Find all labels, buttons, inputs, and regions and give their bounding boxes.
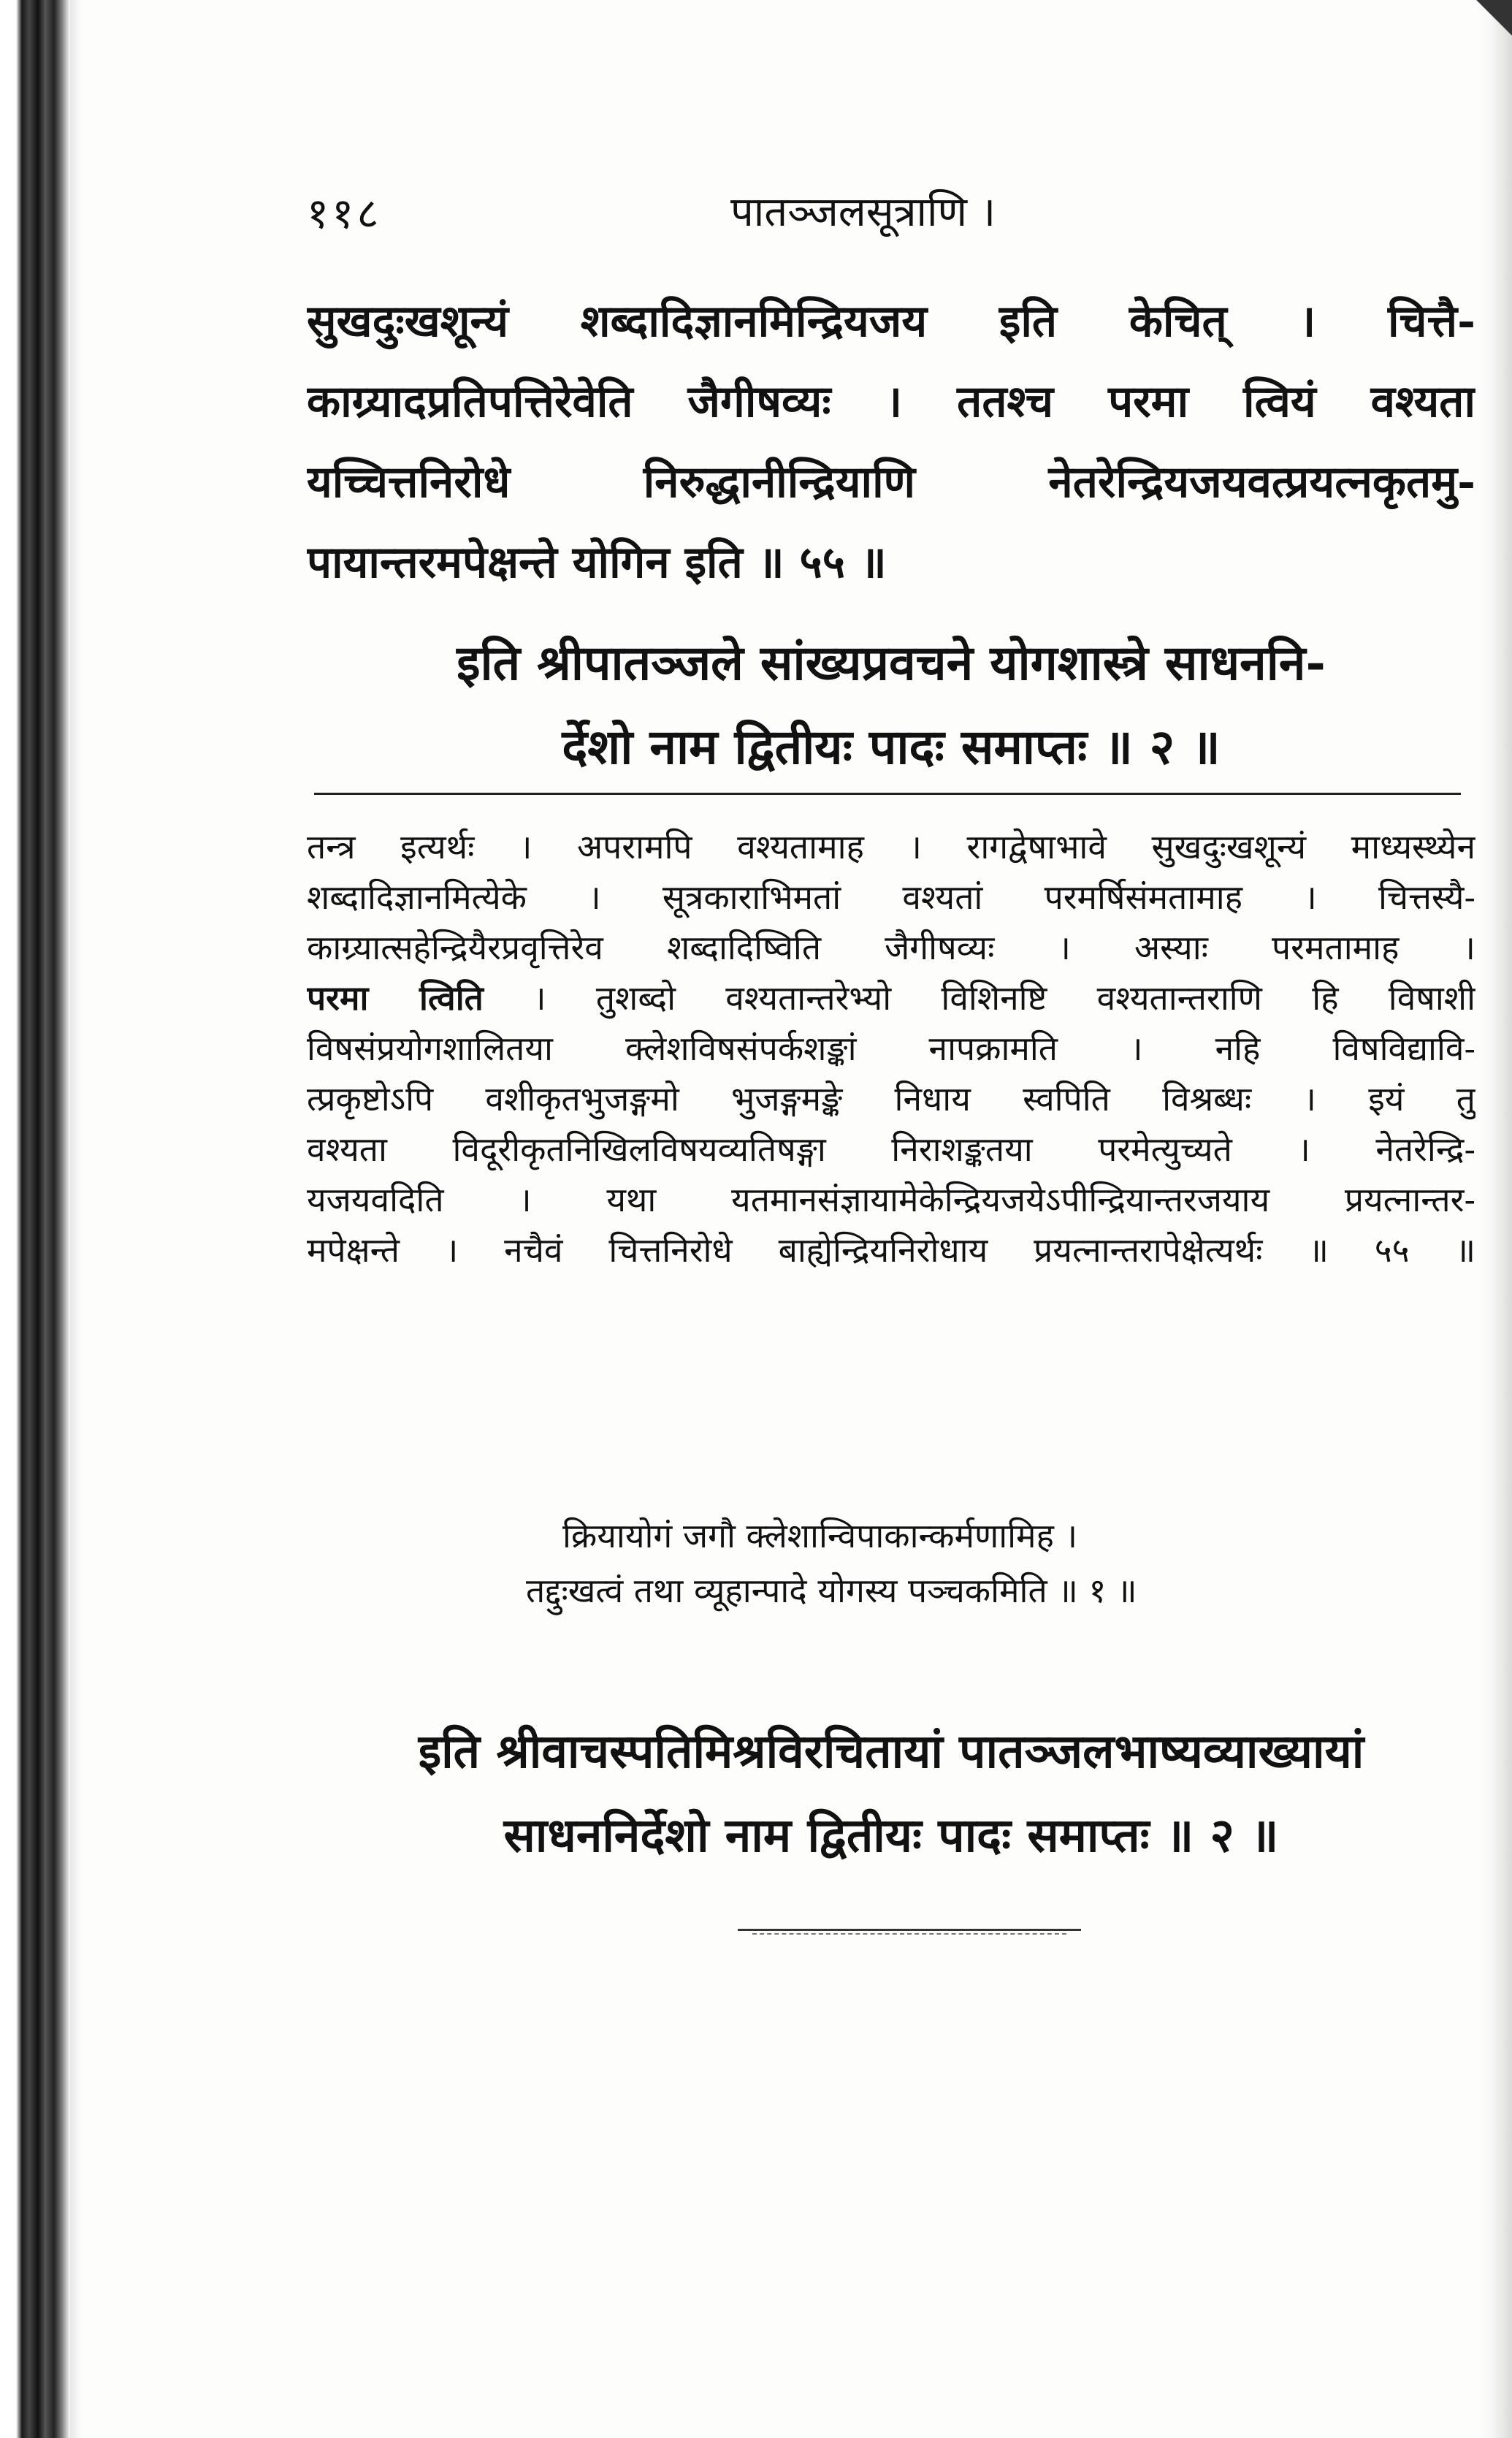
running-title: पातञ्जलसूत्राणि । (730, 188, 996, 236)
sutra-text (307, 281, 1475, 603)
commentary-line (307, 973, 1475, 1024)
colophon-line: इति श्रीपातञ्जले सांख्यप्रवचने योगशास्त्रे साधननि- (457, 634, 1326, 691)
colophon-line: इति श्रीवाचस्पतिमिश्रविरचितायां पातञ्जलभाष्यव्याख्यायां (418, 1724, 1364, 1779)
commentary-text (307, 822, 1475, 1276)
colophon-line: र्देशो नाम द्वितीयः पादः समाप्तः ॥ २ ॥ (562, 718, 1221, 775)
verse-line: क्रियायोगं जगौ क्लेशान्विपाकान्कर्मणामिह । (562, 1516, 1078, 1555)
verse-line: तद्दुःखत्वं तथा व्यूहान्पादे योगस्य पञ्चकमिति ॥ १ ॥ (526, 1571, 1137, 1610)
summary-verse (526, 1509, 1475, 1618)
commentary-line: त्प्रकृष्टोऽपि वशीकृतभुजङ्गमो भुजङ्गमङ्के निधाय स्वपिति विश्रब्धः । इयं तु (307, 1079, 1475, 1119)
commentary-line-rest: । तुशब्दो वश्यतान्तरेभ्यो विशिनष्टि वश्यतान्तराणि हि विषाशी (483, 978, 1475, 1018)
commentary-pratika: परमा त्विति (307, 978, 484, 1018)
commentary-line: शब्दादिज्ञानमित्येके । सूत्रकाराभिमतां वश्यतां परमर्षिसंमतामाह । चित्तस्यै- (307, 877, 1475, 917)
commentary-line: वश्यता विदूरीकृतनिखिलविषयव्यतिषङ्गा निराशङ्कतया परमेत्युच्यते । नेतरेन्द्रि- (307, 1130, 1475, 1169)
end-ornament-rule (738, 1929, 1081, 1939)
ornament-bar (738, 1929, 1081, 1931)
colophon-line: साधननिर्देशो नाम द्वितीयः पादः समाप्तः ॥ २ ॥ (503, 1808, 1279, 1863)
page-number: ११८ (307, 188, 382, 238)
commentary-colophon (307, 1710, 1475, 1878)
sutra-line: सुखदुःखशून्यं शब्दादिज्ञानमिन्द्रियजय इति केचित् । चित्तै- (307, 296, 1475, 347)
book-spine-shadow (0, 0, 70, 2438)
sutra-colophon (307, 621, 1475, 789)
scan-corner-shadow (1454, 0, 1512, 58)
page-header (307, 183, 1475, 241)
spine-gradient (70, 0, 82, 2438)
ornament-dots (752, 1933, 1066, 1935)
commentary-line: मपेक्षन्ते । नचैवं चित्तनिरोधे बाह्येन्द्रियनिरोधाय प्रयत्नान्तरापेक्षेत्यर्थः ॥ ५५ ॥ (307, 1230, 1475, 1270)
section-divider (314, 793, 1461, 795)
commentary-line: विषसंप्रयोगशालितया क्लेशविषसंपर्कशङ्कां नापक्रामति । नहि विषविद्यावि- (307, 1029, 1475, 1068)
sutra-line: पायान्तरमपेक्षन्ते योगिन इति ॥ ५५ ॥ (307, 537, 887, 588)
commentary-line: तन्त्र इत्यर्थः । अपरामपि वश्यतामाह । रागद्वेषाभावे सुखदुःखशून्यं माध्यस्थ्येन (307, 827, 1475, 866)
sutra-line: यच्चित्तनिरोधे निरुद्धानीन्द्रियाणि नेतरेन्द्रियजयवत्प्रयत्नकृतमु- (307, 457, 1475, 508)
commentary-line: यजयवदिति । यथा यतमानसंज्ञायामेकेन्द्रियजयेऽपीन्द्रियान्तरजयाय प्रयत्नान्तर- (307, 1180, 1475, 1219)
scan-edge-shadow (1475, 0, 1512, 2438)
commentary-line: काग्र्यात्सहेन्द्रियैरप्रवृत्तिरेव शब्दादिष्विति जैगीषव्यः । अस्याः परमतामाह । (307, 928, 1475, 967)
sutra-line: काग्र्यादप्रतिपत्तिरेवेति जैगीषव्यः । ततश्च परमा त्वियं वश्यता (307, 376, 1475, 427)
